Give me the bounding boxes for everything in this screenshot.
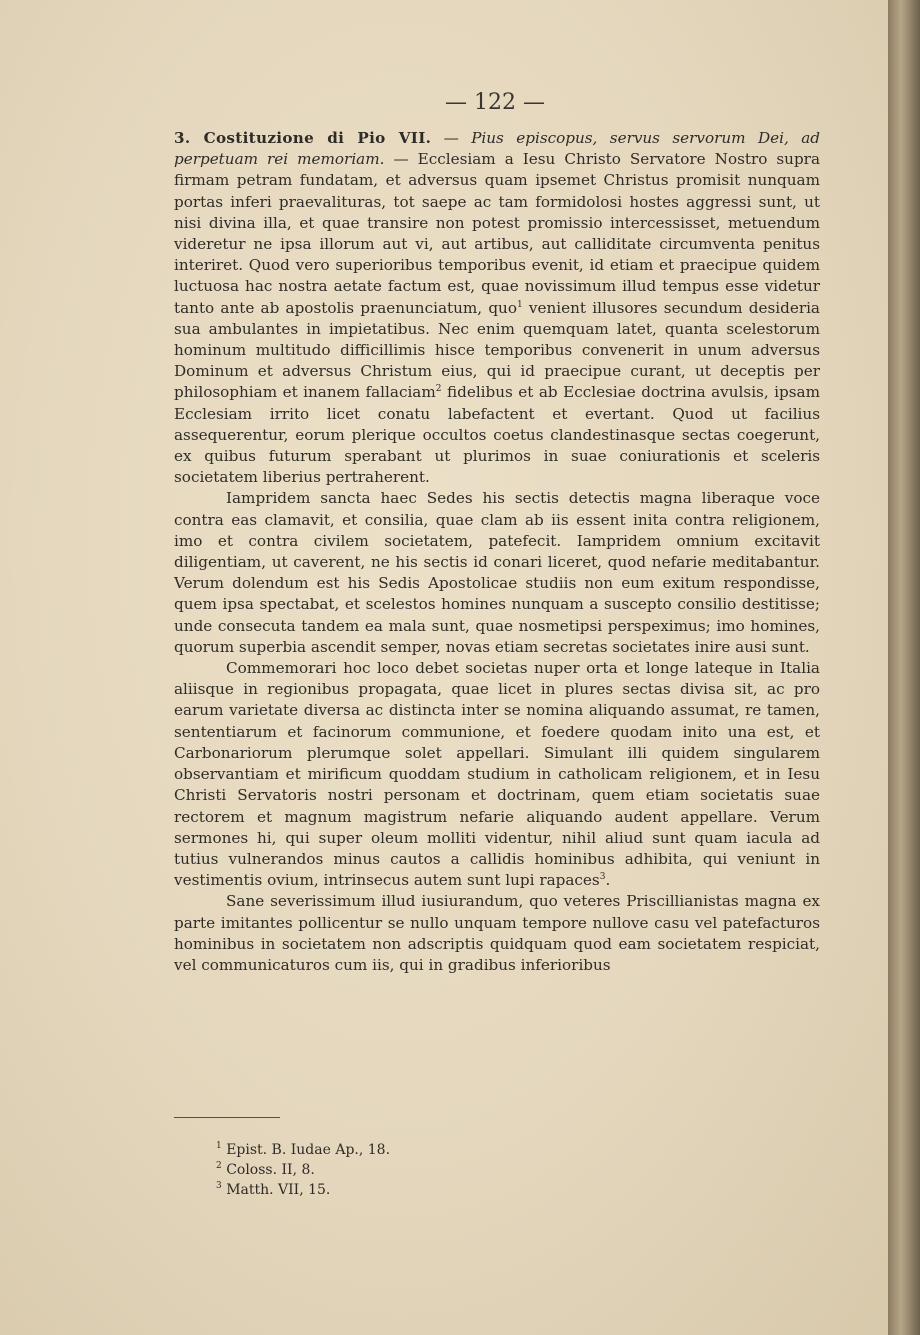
constitution-incipit: Pius episcopus, servus servorum Dei, ad perpetuam rei memoriam. (174, 129, 821, 169)
footnote (216, 1160, 390, 1180)
paragraph-1-part-a: Ecclesiam a Iesu Christo Servatore Nostro supra firmam petram fundatam, et adversus quam ipsemet Christus promisit nunquam portas inferi praevalituras, tot saepe ac tam formidolosi hostes aggressi sunt, ut nisi divina illa, et quae transire non potest promissio intercessisset, metuendum videretur ne ipsa illorum aut vi, aut artibus, aut calliditate circumventa penitus interiret. Quod vero superioribus temporibus evenit, id etiam et praecipue quidem luctuosa hac nostra aetate factum est, quae novissimum illud tempus esse videtur tanto ante ab apostolis praenunciatum, quo (174, 150, 821, 317)
heading-dash: — (431, 129, 472, 147)
paragraph-1 (174, 128, 820, 488)
footnote-ref-3: 3 (599, 872, 606, 883)
footnote-mark: 1 (216, 1141, 222, 1151)
page-number: — 122 — (445, 90, 545, 115)
paragraph-2: Iampridem sancta haec Sedes his sectis detectis magna liberaque voce contra eas clamavit, et consilia, quae clam ab iis essent inita contra religionem, imo et contra civilem societatem, patefecit. Iampridem omnium excitavit diligentiam, ut caverent, ne his sectis id conari liceret, quod nefarie meditabantur. Verum dolendum est his Sedis Apostolicae studiis non eum exitum respondisse, quem ipsa spectabat, et scelestos homines nunquam a suscepto consilio destitisse; unde consecuta tandem ea mala sunt, quae nosmetipsi perspeximus; imo homines, quorum superbia ascendit semper, novas etiam secretas societates inire ausi sunt. (174, 489, 820, 656)
footnote-mark: 3 (216, 1181, 222, 1191)
paragraph-4: Sane severissimum illud iusiurandum, quo veteres Priscillianistas magna ex parte imitantes pollicentur se nullo unquam tempore nullove casu vel patefacturos hominibus in societatem non adscriptis quidquam quod eam societatem respiciat, vel communicaturos cum iis, qui in gradibus inferioribus (174, 892, 820, 974)
footnote-rule (174, 1117, 280, 1118)
paragraph-3-end: . (605, 871, 611, 890)
page-edge (888, 0, 920, 1335)
heading-dash-2: — (384, 150, 418, 169)
footnote-ref-1: 1 (516, 299, 523, 310)
footnote-text: Matth. VII, 15. (226, 1182, 331, 1198)
footnote-text: Epist. B. Iudae Ap., 18. (226, 1142, 391, 1158)
paragraph-1-part-c: fidelibus et ab Ecclesiae doctrina avulsis, ipsam Ecclesiam irrito licet conatu labefactent et evertant. Quod ut facilius assequerentur, eorum plerique occultos coetus clandestinasque sectas coegerunt, ex quibus futurum sperabant ut plurimos in suae coniurationis et sceleris societatem liberius pertraherent. (174, 383, 820, 487)
paragraph-1-part-b: venient illusores secundum desideria sua ambulantes in impietatibus. Nec enim quemquam latet, quanta scelestorum hominum multitudo difficillimis hisce temporibus convenerit in unum adversus Dominum et adversus Christum eius, qui id praecipue curant, ut deceptis per philosophiam et inanem fallaciam (174, 298, 820, 402)
footnote-ref-2: 2 (435, 384, 442, 395)
paragraph-3-text: Commemorari hoc loco debet societas nuper orta et longe lateque in Italia aliisque in regionibus propagata, quae licet in plures sectas divisa sit, ac pro earum varietate diversa ac distincta inter se nomina aliquando assumat, re tamen, sententiarum et facinorum communione, et foedere quodam inito una est, et Carbonariorum plerumque solet appellari. Simulant illi quidem singularem observantiam et mirificum quoddam studium in catholicam religionem, et in Iesu Christi Servatoris nostri personam et doctrinam, quem etiam societatis suae rectorem et magnum magistrum nefarie aliquando audent appellare. Verum sermones hi, qui super oleum molliti videntur, nihil aliud sunt quam iacula ad tutius vulnerandos minus cautos a callidis hominibus adhibita, qui veniunt in vestimentis ovium, intrinsecus autem sunt lupi rapaces (174, 659, 820, 890)
body-text (174, 128, 820, 976)
footnote-mark: 2 (216, 1161, 222, 1171)
footnote-text: Coloss. II, 8. (226, 1162, 315, 1178)
footnotes (216, 1140, 390, 1200)
paragraph-3 (174, 658, 820, 891)
section-heading: 3. Costituzione di Pio VII. (174, 129, 432, 147)
footnote (216, 1140, 390, 1160)
footnote (216, 1180, 390, 1200)
